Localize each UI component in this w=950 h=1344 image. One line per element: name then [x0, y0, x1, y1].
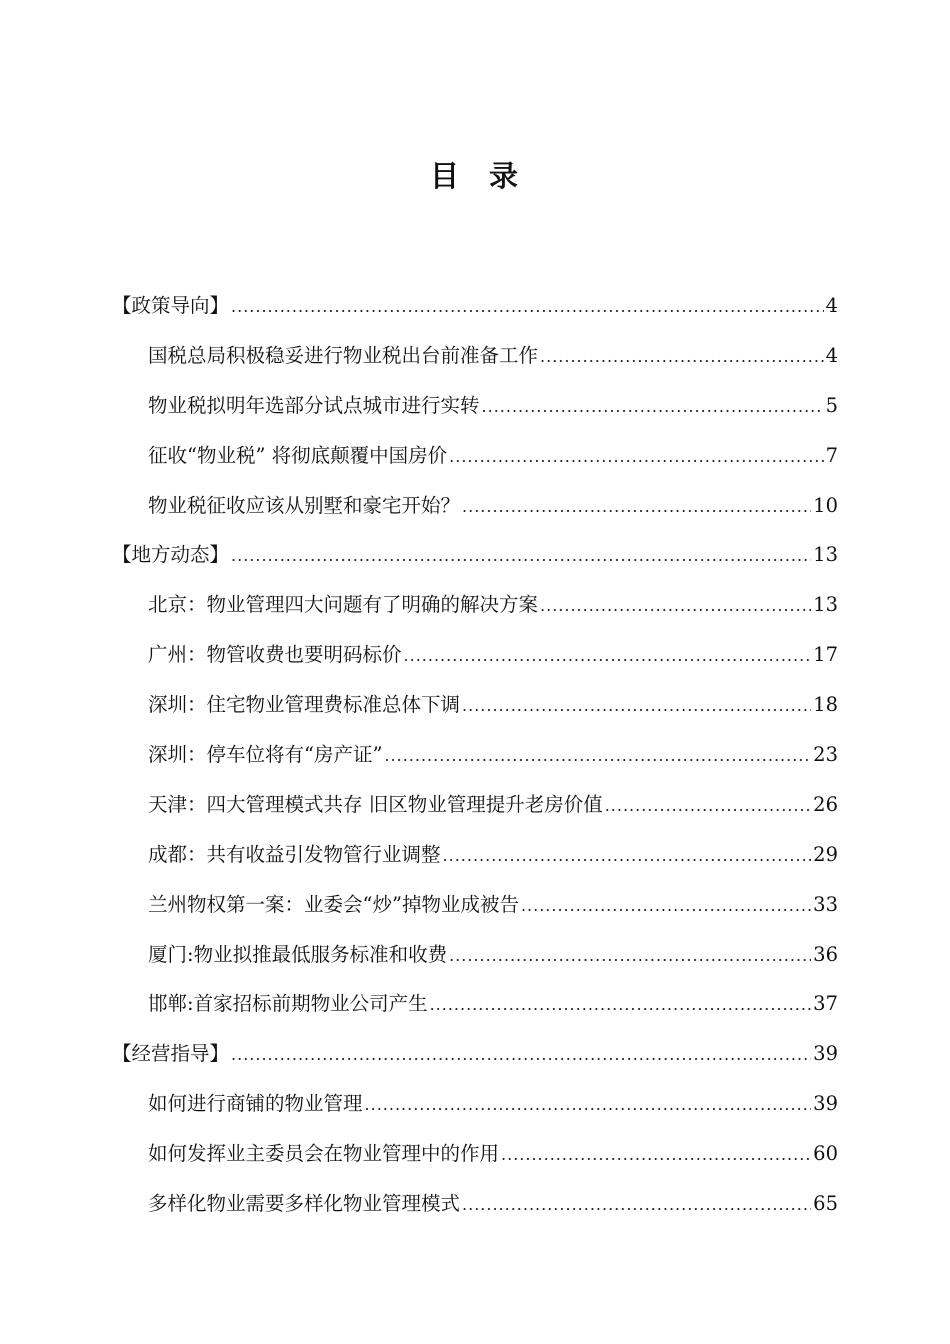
- toc-entry[interactable]: [112, 1134, 838, 1184]
- toc-page-number: 13: [813, 593, 838, 617]
- toc-dot-leader: [462, 686, 811, 726]
- toc-entry[interactable]: [112, 635, 838, 685]
- toc-dot-leader: [384, 736, 811, 776]
- toc-entry-label: 国税总局积极稳妥进行物业税出台前准备工作: [148, 343, 539, 367]
- toc-dot-leader: [521, 886, 811, 926]
- toc-entry[interactable]: [112, 785, 838, 835]
- toc-dot-leader: [404, 636, 812, 676]
- toc-page-number: 23: [813, 743, 838, 767]
- toc-dot-leader: [501, 1135, 811, 1175]
- toc-dot-leader: [449, 936, 811, 976]
- page-title: [0, 156, 950, 196]
- toc-entry-label: 【地方动态】: [112, 543, 230, 567]
- toc-entry-label: 如何进行商铺的物业管理: [148, 1092, 363, 1116]
- toc-dot-leader: [231, 287, 824, 327]
- toc-dot-leader: [462, 487, 811, 527]
- toc-entry-label: 广州：物管收费也要明码标价: [148, 643, 402, 667]
- title-char-1: 目: [429, 159, 461, 193]
- toc-entry[interactable]: [112, 486, 838, 536]
- toc-dot-leader: [482, 387, 824, 427]
- toc-entry-label: 北京：物业管理四大问题有了明确的解决方案: [148, 593, 539, 617]
- title-char-2: 录: [489, 159, 521, 193]
- toc-entry-label: 深圳：停车位将有“房产证”: [148, 743, 383, 767]
- toc-entry[interactable]: [112, 984, 838, 1034]
- toc-page-number: 29: [813, 842, 838, 866]
- toc-page-number: 4: [825, 343, 838, 367]
- toc-entry[interactable]: [112, 885, 838, 935]
- toc-page-number: 5: [825, 393, 838, 417]
- toc-entry[interactable]: [112, 436, 838, 486]
- toc-page-number: 37: [813, 992, 838, 1016]
- toc-entry[interactable]: [112, 935, 838, 985]
- toc-dot-leader: [462, 1185, 811, 1225]
- toc-page-number: 4: [825, 294, 838, 317]
- toc-entry-label: 多样化物业需要多样化物业管理模式: [148, 1192, 461, 1216]
- toc-entry-label: 兰州物权第一案：业委会“炒”掉物业成被告: [148, 892, 519, 916]
- toc-entry[interactable]: [112, 585, 838, 635]
- toc-entry-label: 征收“物业税” 将彻底颠覆中国房价: [148, 443, 448, 467]
- toc-page-number: 13: [813, 543, 838, 567]
- toc-entry-label: 成都：共有收益引发物管行业调整: [148, 842, 441, 866]
- toc-page-number: 39: [813, 1092, 838, 1116]
- toc-dot-leader: [449, 437, 823, 477]
- toc-dot-leader: [540, 337, 824, 377]
- toc-entry-label: 厦门:物业拟推最低服务标准和收费: [148, 942, 448, 966]
- toc-dot-leader: [430, 985, 812, 1025]
- toc-page-number: 36: [813, 942, 838, 966]
- toc-dot-leader: [365, 1085, 812, 1125]
- toc-entry-label: 【政策导向】: [112, 294, 230, 317]
- toc-page-number: 65: [813, 1192, 838, 1216]
- toc-page-number: 39: [813, 1042, 838, 1066]
- toc-page-number: 18: [813, 693, 838, 717]
- table-of-contents: [112, 286, 838, 1234]
- toc-dot-leader: [605, 786, 811, 826]
- toc-page-number: 26: [813, 792, 838, 816]
- toc-entry-label: 深圳：住宅物业管理费标准总体下调: [148, 693, 461, 717]
- toc-dot-leader: [540, 586, 811, 626]
- toc-entry-label: 【经营指导】: [112, 1042, 230, 1066]
- toc-dot-leader: [231, 536, 811, 576]
- toc-entry-label: 物业税征收应该从别墅和豪宅开始？: [148, 493, 461, 517]
- toc-page-number: 33: [813, 892, 838, 916]
- toc-entry[interactable]: [112, 336, 838, 386]
- toc-dot-leader: [231, 1035, 811, 1075]
- toc-dot-leader: [443, 836, 812, 876]
- toc-entry-label: 邯郸:首家招标前期物业公司产生: [148, 992, 428, 1016]
- toc-entry-label: 天津：四大管理模式共存 旧区物业管理提升老房价值: [148, 792, 603, 816]
- toc-page-number: 10: [813, 493, 838, 517]
- toc-entry-label: 如何发挥业主委员会在物业管理中的作用: [148, 1142, 500, 1166]
- toc-entry[interactable]: [112, 1184, 838, 1234]
- toc-entry-label: 物业税拟明年选部分试点城市进行实转: [148, 393, 480, 417]
- toc-entry[interactable]: [112, 1084, 838, 1134]
- toc-entry[interactable]: [112, 735, 838, 785]
- toc-entry[interactable]: [112, 386, 838, 436]
- toc-section-heading[interactable]: [112, 1034, 838, 1084]
- toc-entry[interactable]: [112, 685, 838, 735]
- toc-page-number: 17: [813, 643, 838, 667]
- toc-page-number: 60: [813, 1142, 838, 1166]
- toc-section-heading[interactable]: [112, 535, 838, 585]
- toc-page-number: 7: [825, 443, 838, 467]
- toc-entry[interactable]: [112, 835, 838, 885]
- toc-section-heading[interactable]: [112, 286, 838, 336]
